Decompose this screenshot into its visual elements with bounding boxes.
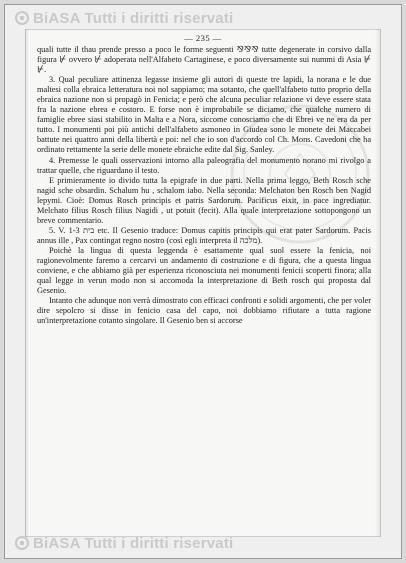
paragraph-4: E primieramente io divido tutta la epigrafe in due parti. Nella prima leggo, Beth Rosch sche nagid sche obsardin. Schalum hu , schalom iabo. Nella seconda: Melchaton ben Rosch ben Nagid lepymi. Cioè: Domus Rosch principis et patris Sardorum. Pacificus eixit, in pace ingrediatur. Melchato filius Rosch filius Nagidi , ut potuit (fecit). Alla quale interpretazione sottopongono un breve commentario. (37, 175, 371, 225)
watermark-top-text: BiASA Tutti i diritti riservati (33, 10, 234, 27)
paragraph-2: 3. Qual peculiare attinenza legasse insieme gli autori di queste tre lapidi, la norana e le due maltesi colla ebraica letteratura noi nol sappiamo; ma sotanto, che quell'alfabeto tutto proprio della ebraica nazione non si propagò in Fenicia; e però che alcuna peculiar relazione vi deve essere stata fra la nazione ebrea e costoro. E forse non è improbabile se diciamo, che qualche numero di famiglie ebree siasi stabilito in Malta e a Nora, siccome conosciamo che di Ebrei ve ne era da per tutto. I monumenti poi più antichi dell'alfabeto asmoneo in Giudea sono le monete dei Maccabei battute nei quattro anni della libertà e poi: nel che io son d'accordo col Ch. Mons. Cavedoni che ha ordinato rettamente la serie delle monete ebraiche edite dal Sig. Sanley. (37, 75, 371, 155)
watermark-top (15, 10, 233, 27)
book-page (25, 29, 381, 537)
page-spine-shadow (25, 29, 29, 537)
watermark-bottom (15, 535, 233, 552)
watermark-bottom-text: BiASA Tutti i diritti riservati (33, 535, 234, 552)
page-body (37, 45, 371, 326)
biasa-logo-icon (15, 11, 29, 25)
paragraph-3: 4. Premesse le quali osservazioni intorno alla paleografia del monumento norano mi rivolgo a trattar quelle, che riguardano il testo. (37, 155, 371, 175)
paragraph-7: Intanto che adunque non verrà dimostrato con efficaci confronti e solidi argomenti, che per voler dire sepolcro si disse in fenicio casa del capo, noi dobbiamo rifiutare a tutta ragione un'interpretazione cotanto singolare. Il Gesenio ben si accorse (37, 296, 371, 326)
paragraph-1: quali tutte il thau prende presso a poco le forme seguenti ⅋⅋⅋ tutte degenerate in corsivo dalla figura ⊬ ovvero ⊬ adoperata nell'Alfabeto Cartaginese, e poco diversamente sui nummi di Asia ⊬ ⊬. (37, 45, 371, 75)
biasa-logo-icon (15, 536, 29, 550)
page-number: — 235 — (184, 33, 222, 43)
paragraph-6: Poichè la lingua di questa leggenda è esattamente qual suol essere la fenicia, noi ragionevolmente faremo a cercarvi un andamento di costruzione e di figura, che a questa lingua conviene, e che abbiamo già per esperienza riconosciuta nei monumenti fenicii scoperti finora; alla qual legge in verun modo non si accomoda la interpretazione di Beth rosch qui proposta dal Gesenio. (37, 245, 371, 296)
paragraph-5: 5. V. 1-3 בית etc. Il Gesenio traduce: Domus capitis principis qui erat pater Sardorum. Pacis annus ille , Pax contingat regno nostro (così egli interpreta il מלכה). (37, 225, 371, 245)
page-edge-shadow (375, 29, 381, 537)
scan-frame (4, 4, 402, 559)
